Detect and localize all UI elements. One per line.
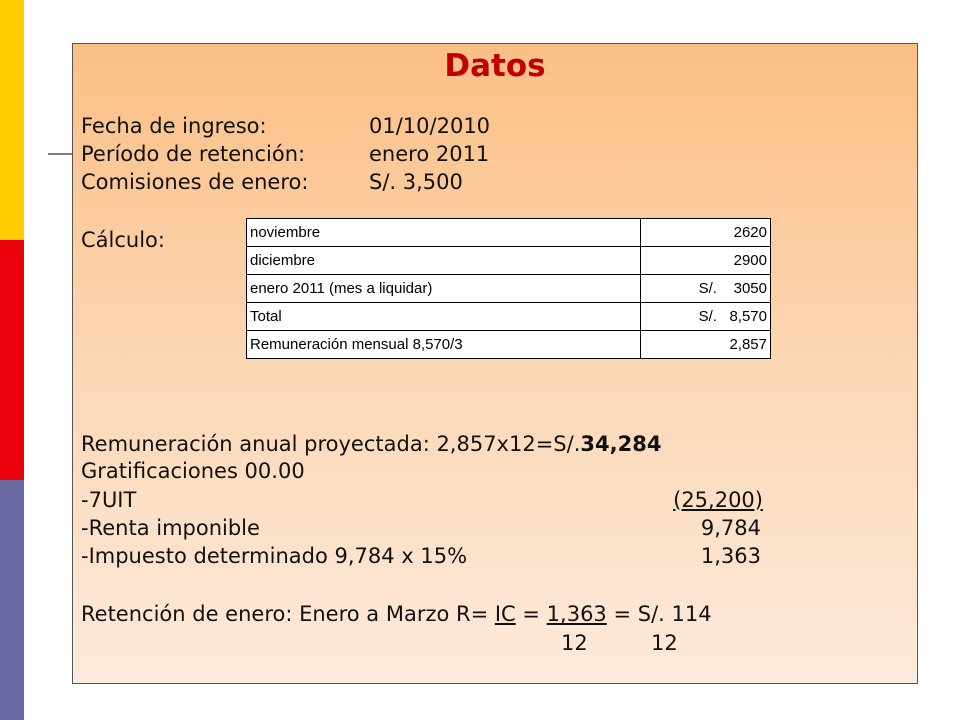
calculo-table	[246, 218, 771, 359]
retencion-denominator-1: 12	[561, 631, 588, 655]
retencion-result: = S/. 114	[606, 602, 712, 626]
line-value-renta: 9,784	[700, 516, 761, 540]
retencion-line	[81, 604, 712, 625]
table-cell-label: Total	[247, 303, 641, 331]
amount: 2620	[733, 224, 767, 241]
table-cell-label: diciembre	[247, 247, 641, 275]
table-cell-amount	[641, 303, 771, 331]
field-value-comisiones: S/. 3,500	[369, 170, 463, 194]
field-value-fecha: 01/10/2010	[369, 114, 491, 138]
table-cell-amount	[641, 219, 771, 247]
table-row	[247, 219, 771, 247]
line-value-uit: (25,200)	[673, 488, 763, 512]
decor-stripe-purple	[0, 480, 24, 720]
table-cell-label: Remuneración mensual 8,570/3	[247, 331, 641, 359]
decor-stripe-red	[0, 240, 24, 480]
table-cell-label: enero 2011 (mes a liquidar)	[247, 275, 641, 303]
calculo-label: Cálculo:	[81, 228, 165, 252]
table-cell-label: noviembre	[247, 219, 641, 247]
amount: 2900	[733, 252, 767, 269]
retencion-value: 1,363	[546, 602, 607, 626]
gratificaciones-line: Gratificaciones 00.00	[81, 459, 305, 483]
anual-text: Remuneración anual proyectada: 2,857x12=S/.	[81, 432, 581, 456]
retencion-eq1: =	[515, 602, 547, 626]
table-cell-amount	[641, 247, 771, 275]
amount: 2,857	[729, 336, 767, 353]
field-label-fecha: Fecha de ingreso:	[81, 114, 267, 138]
field-label-comisiones: Comisiones de enero:	[81, 170, 309, 194]
table-cell-amount	[641, 275, 771, 303]
table-cell-amount	[641, 331, 771, 359]
retencion-denominator-2: 12	[651, 631, 678, 655]
amount: 3050	[733, 280, 767, 297]
anual-total: 34,284	[580, 432, 662, 456]
currency: S/.	[698, 308, 717, 325]
decor-rule	[48, 153, 72, 155]
line-label-uit: -7UIT	[81, 488, 137, 512]
table-row	[247, 247, 771, 275]
retencion-text: Retención de enero: Enero a Marzo R=	[81, 602, 495, 626]
table-row	[247, 275, 771, 303]
content-box	[72, 43, 918, 684]
decor-stripe-yellow	[0, 0, 24, 240]
table-row	[247, 303, 771, 331]
table-row	[247, 331, 771, 359]
retencion-ic: IC	[494, 602, 516, 626]
field-label-periodo: Período de retención:	[81, 142, 306, 166]
line-label-renta: -Renta imponible	[81, 516, 260, 540]
line-label-impuesto: -Impuesto determinado 9,784 x 15%	[81, 544, 468, 568]
currency: S/.	[698, 280, 717, 297]
field-value-periodo: enero 2011	[369, 142, 490, 166]
line-value-impuesto: 1,363	[700, 544, 761, 568]
anual-line	[81, 434, 661, 455]
amount: 8,570	[729, 308, 767, 325]
page-title: Datos	[444, 48, 546, 84]
